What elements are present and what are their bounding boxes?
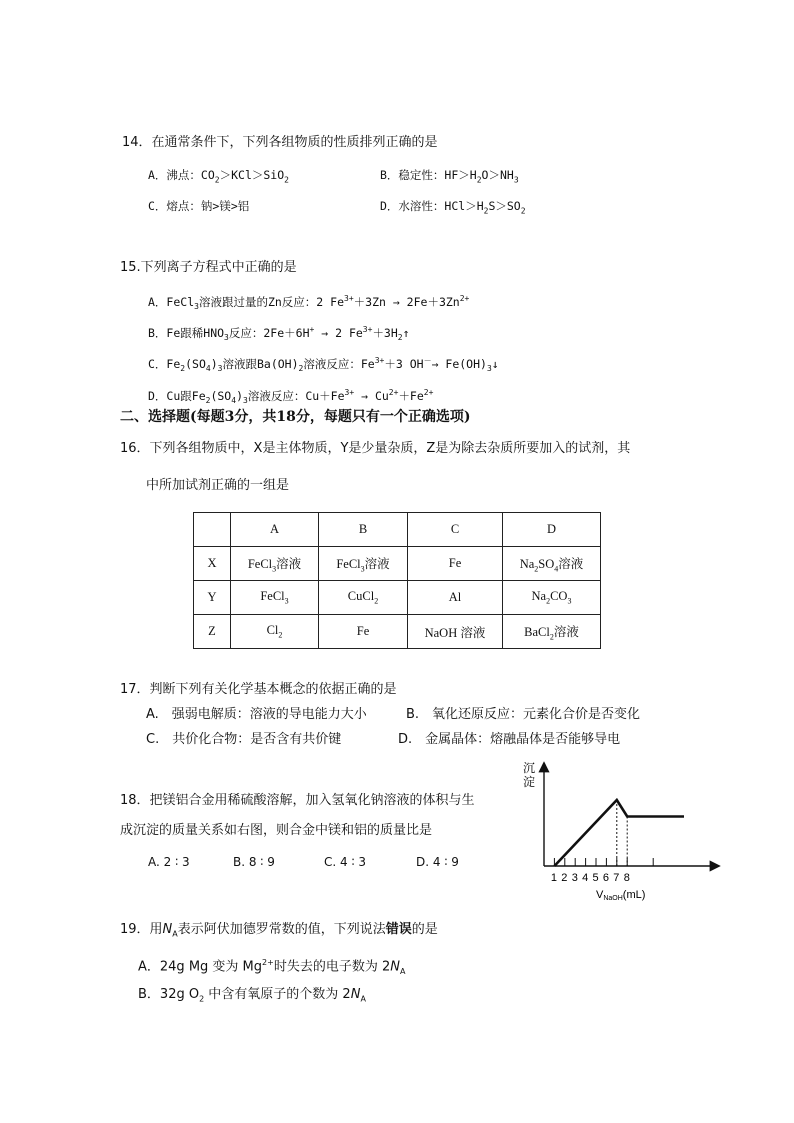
cell-y-a: FeCl$_3$ [231,581,319,615]
q17-option-a: A. 强弱电解质：溶液的导电能力大小 [146,707,367,722]
q19-option-a: A．24g Mg 变为 $Mg^{2+}$时失去的电子数为 $2N_A$ [138,958,406,976]
q18-option-d: D. 4 ∶ 9 [416,855,459,869]
table-header-b: B [319,513,408,547]
q18-option-a: A. 2 ∶ 3 [148,855,190,869]
row-label-z: Z [194,615,231,649]
q15-option-c: C．$Fe_2(SO_4)_3$溶液跟$Ba(OH)_2$溶液反应：$Fe^{3+}+3$ $OH^-\to Fe(OH)_3↓$ [148,356,499,374]
cell-x-b: FeCl$_3$溶液 [319,547,408,581]
cell-y-b: CuCl$_2$ [319,581,408,615]
y-axis-label-2: 淀 [523,775,536,789]
x-tick-label-6: 6 [602,872,610,884]
section-2-heading: 二、选择题(每题3分，共18分，每题只有一个正确选项) [120,409,471,425]
cell-x-d: $Na_2SO_4$溶液 [503,547,601,581]
table-header-corner [194,513,231,547]
x-axis-label: VNaOH(mL) [596,889,646,902]
q15-stem: 15.下列离子方程式中正确的是 [120,260,297,275]
q16-options-table [193,512,601,649]
q14-option-a: A．沸点：$CO_2>KCl>SiO_2$ [148,168,289,185]
cell-x-c: Fe [408,547,503,581]
q19-option-b: B．32g $O_2$ 中含有氧原子的个数为 $2N_A$ [138,987,366,1004]
q14-option-c: C．熔点：钠>镁>铝 [148,199,250,213]
x-tick-label-3: 3 [571,872,578,884]
q17-option-d: D. 金属晶体：熔融晶体是否能够导电 [398,732,621,747]
q14-stem: 14．在通常条件下，下列各组物质的性质排列正确的是 [122,135,438,150]
row-label-x: X [194,547,231,581]
q18-option-b: B. 8 ∶ 9 [233,855,275,869]
table-header-d: D [503,513,601,547]
q18-precipitate-chart [520,758,725,903]
table-row-z [194,615,601,649]
q15-option-a: A．FeCl$_3$溶液跟过量的Zn反应：2 $Fe^{3+}+3Zn \to 2Fe+3Zn^{2+}$ [148,294,470,312]
q17-stem: 17．判断下列有关化学基本概念的依据正确的是 [120,682,397,697]
q19-stem: 19．用$N_A$表示阿伏加德罗常数的值，下列说法错误的是 [120,922,438,939]
table-row-x [194,547,601,581]
x-tick-label-7: 7 [613,872,620,884]
q16-stem-line1: 16．下列各组物质中，X是主体物质，Y是少量杂质，Z是为除去杂质所要加入的试剂，其 [120,441,631,456]
cell-y-d: $Na_2CO_3$ [503,581,601,615]
x-tick-label-1: 1 [550,872,558,884]
row-label-y: Y [194,581,231,615]
cell-z-b: Fe [319,615,408,649]
x-tick-label-2: 2 [561,872,568,884]
table-row-y [194,581,601,615]
q17-option-c: C. 共价化合物：是否含有共价键 [146,732,342,747]
q15-option-b: B．Fe跟稀$HNO_3$反应：2Fe＋6H+ → 2 $Fe^{3+}+3H_2↑$ [148,325,410,343]
table-header-a: A [231,513,319,547]
y-axis-label-1: 沉 [523,761,536,775]
series-line [554,800,684,866]
x-tick-label-4: 4 [582,872,589,884]
cell-z-c: NaOH 溶液 [408,615,503,649]
cell-z-a: $Cl_2$ [231,615,319,649]
x-tick-label-5: 5 [592,872,599,884]
q14-option-d: D．水溶性：$HCl>H_2S>SO_2$ [380,199,526,216]
q18-option-c: C. 4 ∶ 3 [324,855,367,869]
q14-option-b: B．稳定性：$HF>H_2O>NH_3$ [380,168,519,185]
q18-stem-line2: 成沉淀的质量关系如右图，则合金中镁和铝的质量比是 [120,823,433,838]
table-header-c: C [408,513,503,547]
cell-y-c: Al [408,581,503,615]
q16-stem-line2: 中所加试剂正确的一组是 [146,478,290,493]
x-tick-label-8: 8 [623,872,630,884]
cell-z-d: BaCl$_2$溶液 [503,615,601,649]
cell-x-a: FeCl$_3$溶液 [231,547,319,581]
q15-option-d: D．Cu跟$Fe_2(SO_4)_3$溶液反应：$Cu+Fe^{3+} \to Cu^{2+}+Fe^{2+}$ [148,388,434,406]
q17-option-b: B. 氧化还原反应：元素化合价是否变化 [406,707,641,722]
q18-stem-line1: 18．把镁铝合金用稀硫酸溶解，加入氢氧化钠溶液的体积与生 [120,793,475,808]
